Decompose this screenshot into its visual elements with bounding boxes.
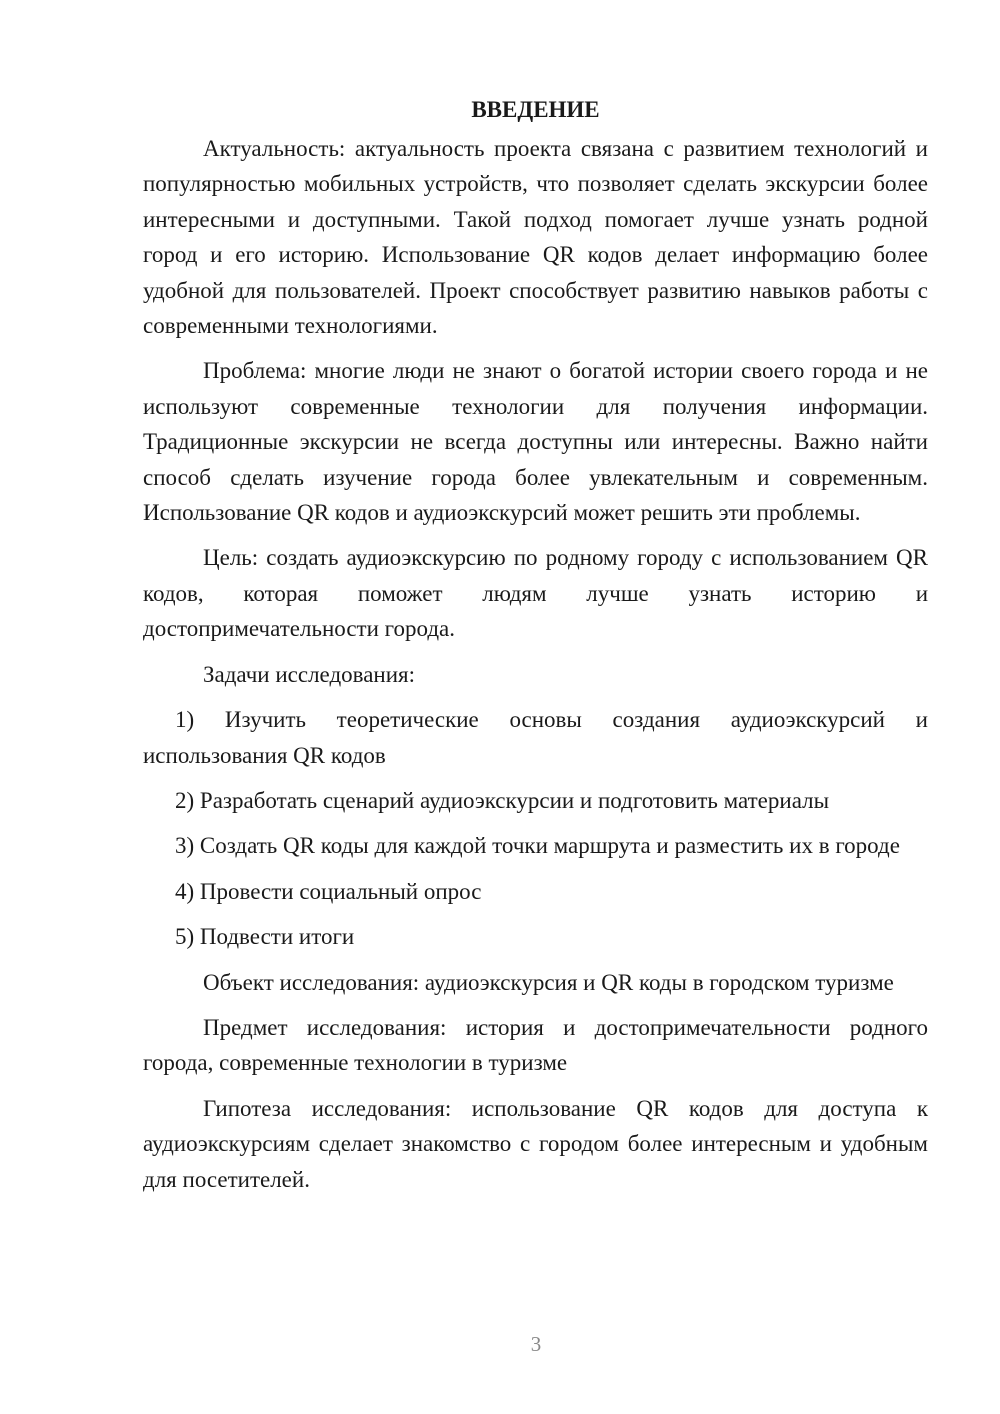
paragraph-subject: Предмет исследования: история и достопримечательности родного города, современные технологии в туризме (143, 1014, 928, 1076)
paragraph-hypothesis: Гипотеза исследования: использование QR кодов для доступа к аудиоэкскурсиям сделает знакомство с городом более интересным и удобным для посетителей. (143, 1095, 928, 1192)
paragraph-object: Объект исследования: аудиоэкскурсия и QR коды в городском туризме (203, 969, 894, 995)
page-number: 3 (530, 1332, 542, 1356)
task-list-item: 4) Провести социальный опрос (175, 878, 482, 904)
paragraph-tasks-heading: Задачи исследования: (203, 661, 416, 687)
task-list-item: 2) Разработать сценарий аудиоэкскурсии и подготовить материалы (175, 787, 830, 813)
task-list-item: 5) Подвести итоги (175, 924, 355, 950)
task-list-item: 3) Создать QR коды для каждой точки маршрута и разместить их в городе (175, 833, 900, 859)
paragraph-goal: Цель: создать аудиоэкскурсию по родному городу с использованием QR кодов, которая поможет людям лучше узнать историю и достопримечательности города. (143, 545, 928, 642)
page-content (143, 95, 928, 1207)
task-list-item: 1) Изучить теоретические основы создания аудиоэкскурсий и использования QR кодов (143, 707, 928, 768)
section-heading: ВВЕДЕНИЕ (471, 97, 600, 122)
paragraph-problem: Проблема: многие люди не знают о богатой истории своего города и не используют современные технологии для получения информации. Традиционные экскурсии не всегда доступны или интересны. Важно найти способ сделать изучение города более увлекательным и современным. Использование QR кодов и аудиоэкскурсий может решить эти проблемы. (143, 358, 928, 526)
paragraph-relevance: Актуальность: актуальность проекта связана с развитием технологий и популярностью мобильных устройств, что позволяет сделать экскурсии более интересными и доступными. Такой подход помогает лучше узнать родной город и его историю. Использование QR кодов делает информацию более удобной для пользователей. Проект способствует развитию навыков работы с современными технологиями. (143, 136, 928, 339)
